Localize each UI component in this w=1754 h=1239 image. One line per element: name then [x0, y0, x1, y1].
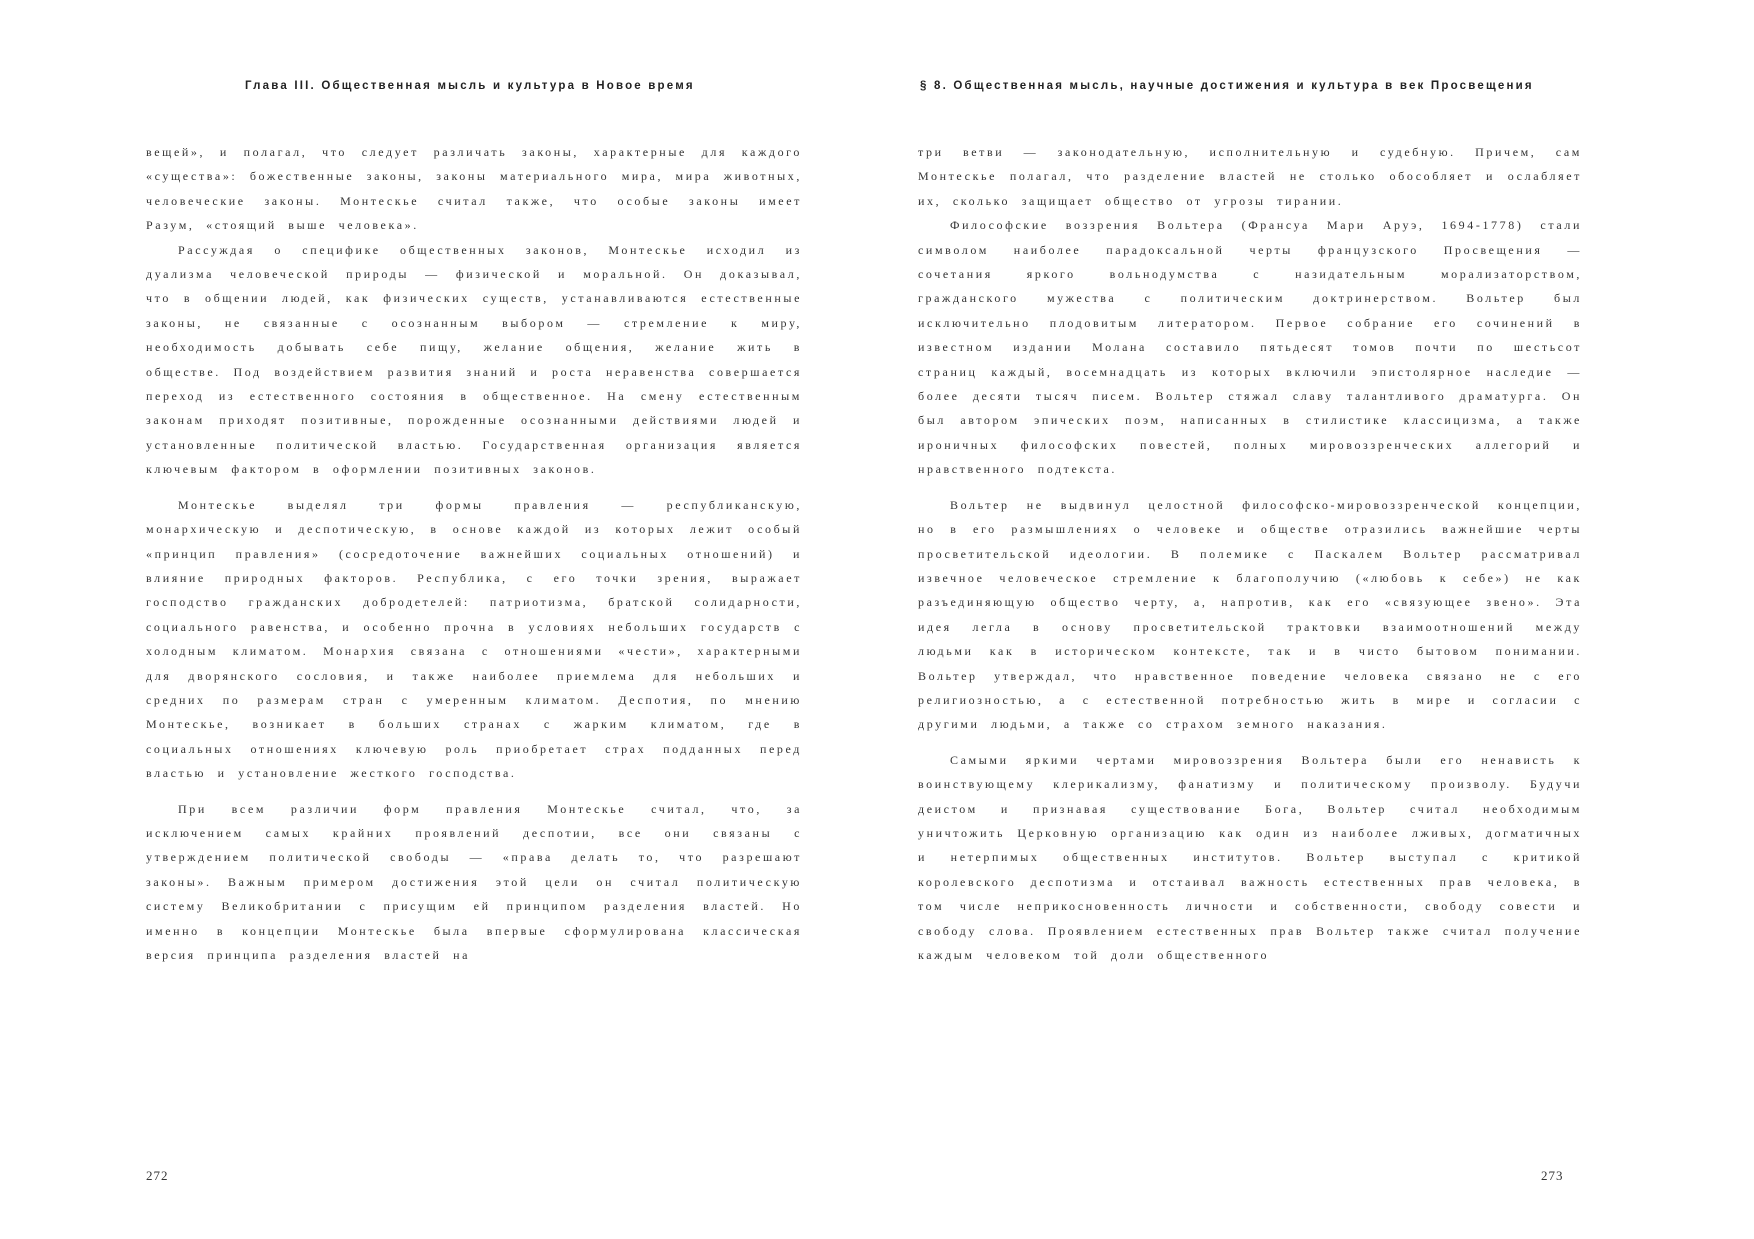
- paragraph: Рассуждая о специфике общественных законов, Монтескье исходил из дуализма человеческой природы — физической и моральной. Он доказывал, что в общении людей, как физических существ, устанавливаются естественные законы, не связанные с осознанным выбором — стремление к миру, необходимость добывать себе пищу, желание общения, желание жить в обществе. Под воздействием развития знаний и роста неравенства совершается переход из естественного состояния в общественное. На смену естественным законам приходят позитивные, порожденные осознанными действиями людей и установленные политической властью. Государственная организация является ключевым фактором в оформлении позитивных законов.: [146, 242, 802, 477]
- running-head-left: Глава III. Общественная мысль и культура в Новое время: [245, 80, 695, 92]
- left-page-body: [146, 140, 802, 967]
- paragraph: Монтескье выделял три формы правления — республиканскую, монархическую и деспотическую, в основе каждой из которых лежит особый «принцип правления» (сосредоточение важнейших социальных отношений) и влияние природных факторов. Республика, с его точки зрения, выражает господство гражданских добродетелей: патриотизма, братской солидарности, социального равенства, и особенно прочна в условиях небольших государств с холодным климатом. Монархия связана с отношениями «чести», характерными для дворянского сословия, и также наиболее приемлема для небольших и средних по размерам стран с умеренным климатом. Деспотия, по мнению Монтескье, возникает в больших странах с жарким климатом, где в социальных отношениях ключевую роль приобретает страх подданных перед властью и установление жесткого господства.: [146, 497, 802, 781]
- page-number-left: 272: [146, 1168, 169, 1183]
- right-page-body: [918, 140, 1582, 967]
- page-number-right: 273: [1541, 1168, 1564, 1183]
- right-page: [877, 0, 1754, 1239]
- paragraph: Самыми яркими чертами мировоззрения Вольтера были его ненависть к воинствующему клерикализму, фанатизму и политическому произволу. Будучи деистом и признавая существование Бога, Вольтер считал необходимым уничтожить Церковную организацию как один из наиболее лживых, догматичных и нетерпимых общественных институтов. Вольтер выступал с критикой королевского деспотизма и отстаивал важность естественных прав человека, в том числе неприкосновенность личности и собственности, свободу совести и свободу слова. Проявлением естественных прав Вольтер также считал получение каждым человеком той доли общественного: [918, 752, 1582, 962]
- paragraph: При всем различии форм правления Монтескье считал, что, за исключением самых крайних проявлений деспотии, все они связаны с утверждением политической свободы — «права делать то, что разрешают законы». Важным примером достижения этой цели он считал политическую систему Великобритании с присущим ей принципом разделения властей. Но именно в концепции Монтескье была впервые сформулирована классическая версия принципа разделения властей на: [146, 801, 802, 962]
- running-head-right: § 8. Общественная мысль, научные достижения и культура в век Просвещения: [920, 80, 1534, 92]
- paragraph: Вольтер не выдвинул целостной философско-мировоззренческой концепции, но в его размышлениях о человеке и обществе отразились важнейшие черты просветительской идеологии. В полемике с Паскалем Вольтер рассматривал извечное человеческое стремление к благополучию («любовь к себе») не как разъединяющую общество черту, а, напротив, как его «связующее звено». Эта идея легла в основу просветительской трактовки взаимоотношений между людьми как в историческом контексте, так и в чисто бытовом понимании. Вольтер утверждал, что нравственное поведение человека связано не с его религиозностью, а с естественной потребностью жить в мире и согласии с другими людьми, а также со страхом земного наказания.: [918, 497, 1582, 732]
- paragraph: вещей», и полагал, что следует различать законы, характерные для каждого «существа»: божественные законы, законы материального мира, мира животных, человеческие законы. Монтескье считал также, что особые законы имеет Разум, «стоящий выше человека».: [146, 145, 802, 233]
- paragraph: три ветви — законодательную, исполнительную и судебную. Причем, сам Монтескье полагал, что разделение властей не столько обособляет и ослабляет их, сколько защищает общество от угрозы тирании.: [918, 145, 1582, 208]
- paragraph: Философские воззрения Вольтера (Франсуа Мари Аруэ, 1694-1778) стали символом наиболее парадоксальной черты французского Просвещения — сочетания яркого вольнодумства с назидательным морализаторством, гражданского мужества с политическим доктринерством. Вольтер был исключительно плодовитым литератором. Первое собрание его сочинений в известном издании Молана составило пятьдесят томов почти по шестьсот страниц каждый, восемнадцать из которых включили эпистолярное наследие — более десяти тысяч писем. Вольтер стяжал славу талантливого драматурга. Он был автором эпических поэм, написанных в стилистике классицизма, а также ироничных философских повестей, полных мировоззренческих аллегорий и нравственного подтекста.: [918, 218, 1582, 477]
